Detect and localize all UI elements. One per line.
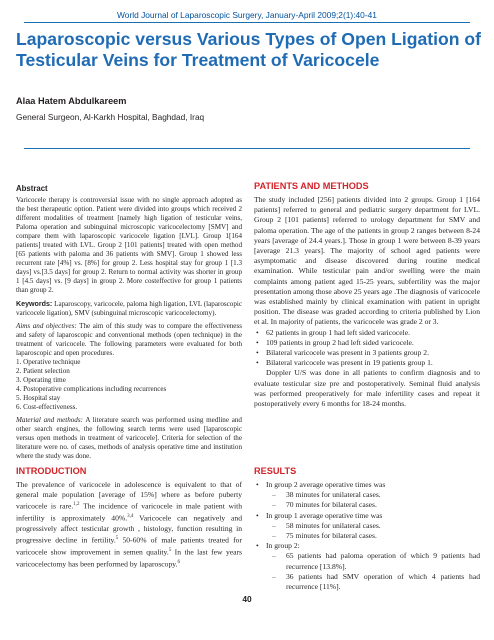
results-heading: RESULTS [254,466,297,476]
intro-sentence: The incidence of varicocele in male patient with infertility is approximately 40%. [16,501,242,523]
methods-bullet: • Bilateral varicocele was present in 3 patients group 2. [254,348,480,358]
keywords-text: Laparoscopy, varicocele, paloma high ligation, LVL (laparoscopic varicocele ligation), SMV (subinguinal microscopic varicocelectomy). [16,299,242,317]
aims-label: Aims and objectives: [16,321,77,330]
results-sublist [266,551,480,592]
intro-sentence: The prevalence of varicocele in adolescence is equivalent to that of general male population [average of 15%] where as before puberty varicocele is rare. [16,480,242,511]
methods-bullet: • Bilateral varicocele was present in 19 patients group 1. [254,358,480,368]
parameter-item: 4. Postoperative complications including recurrences [16,384,167,393]
keywords-label: Keywords: [16,299,53,308]
results-list [254,480,480,592]
material-text: A literature search was performed using medline and other search engines, the following search terms were used [laparoscopic versus open methods in treatment of varicocele]. Criteria for selection of the literature were no. of cases, methods of analysis operative time and institution where the study was done. [16,416,242,461]
citation-ref: 3,4 [127,514,134,520]
results-item [254,480,480,511]
intro-sentence: 50-60% of male patients treated for varicocele show improvement in semen quality. [16,535,242,557]
results-subitem: – 38 minutes for unilateral cases. [266,490,480,500]
parameter-item: 6. Cost-effectiveness. [16,403,78,412]
results-sublist [266,521,480,541]
results-sublist [266,490,480,510]
results-subitem: – 75 minutes for bilateral cases. [266,531,480,541]
citation-ref: 5 [168,547,172,553]
results-subitem: – 36 patients had SMV operation of which 4 patients had recurrence [11%]. [266,572,480,592]
results-subitem: – 58 minutes for unilateral cases. [266,521,480,531]
parameter-item: 2. Patient selection [16,366,70,375]
parameter-item: 5. Hospital stay [16,393,61,402]
citation-ref: 1,2 [73,502,80,508]
parameter-item: 3. Operating time [16,375,66,384]
results-body [254,480,480,592]
abstract-heading: Abstract [16,184,48,193]
author-affiliation: General Surgeon, Al-Karkh Hospital, Baghdad, Iraq [16,112,205,122]
intro-sentence: In the last few years varicocelectomy has been performed by laparoscopy. [16,547,242,569]
header-rule-bottom [24,148,470,149]
page-number: 40 [242,594,252,604]
results-item [254,541,480,592]
results-item-text: In group 1 average operative time was [266,510,383,520]
material-label: Material and methods: [16,416,83,425]
author-name: Alaa Hatem Abdulkareem [16,96,127,106]
methods-bullet: • 109 patients in group 2 had left sided varicocele. [254,338,480,348]
journal-citation: World Journal of Laparoscopic Surgery, January-April 2009;2(1):40-41 [117,10,377,20]
methods-text-2: Doppler U/S was done in all patients to confirm diagnosis and to evaluate testicular size pre and postoperatively. Seminal fluid analysis was performed preoperatively for male infertility cases and repeat it postoperatively every 6 months for 18-24 months. [254,368,480,409]
methods-bullet-list [254,328,480,369]
intro-sentence: Varicocele can negatively and progressively affect testicular growth , histology, function resulting in progressive decline in fertility. [16,513,242,545]
results-item [254,511,480,542]
results-subitem: – 65 patients had paloma operation of which 9 patients had recurrence [13.8%]. [266,551,480,571]
introduction-text [16,480,242,569]
paper-title: Laparoscopic versus Various Types of Open Ligation of Testicular Veins for Treatment of Varicocele [16,29,482,70]
abstract-text: Varicocele therapy is controversial issue with no single approach adopted as the best therapeutic option. Patient were divided into groups which received 2 different modalities of treatment [namely high ligation of testicular veins, Paloma operation and subinguinal microscopic varicocelectomy [SMV] and compare them with laparoscopic varicocele ligation [LVL]. Group 1[164 patients] treated with LVL. Group 2 [101 patients] treated with open method [65 patients with paloma and 36 patients with SMV]. Group 1 showed less recurrent rate [4%] vs. [8%] for group 2. Less hospital stay for group 1 [1.3 days] vs.[3.5 days] for group 2. Return to normal activity was shorter in group 1 [4.5 days] vs. [9 days] in group 2. More costeffective for group 1 patients than group 2. [16,196,242,295]
abstract-body [16,196,242,461]
keywords-paragraph [16,300,242,318]
introduction-heading: INTRODUCTION [16,466,87,476]
methods-body [254,195,480,409]
citation-ref: 5 [115,536,119,542]
methods-text: The study included [256] patients divided into 2 groups. Group 1 [164 patients] referred to general and pediatric surgery department for LVL. Group 2 [101 patients] referred to urology department for SMV and paloma operation. The age of the patients in group 2 ranges between 8-24 years [average of 24.4 years.]. Those in group 1 were between 8-39 years [average 21.3 years]. The majority of school aged patients were asymptomatic and disease discovered during routine medical examination. While testicular pain and/or swelling were the main complaints among patient aged 15-25 years, subfertility was the major presentation among those above 25 years age .The diagnosis of varicocele was established mainly by clinical examination with patient in upright position. The disease was graded according to criteria published by Lion et al. In majority of patients, the varicocele was grade 2 or 3. [254,195,480,327]
parameter-list [16,358,242,412]
header-rule-top [24,22,470,23]
aims-paragraph [16,322,242,358]
methods-heading: PATIENTS AND METHODS [254,181,369,191]
results-subitem: – 70 minutes for bilateral cases. [266,500,480,510]
results-item-text: In group 2: [266,541,300,551]
material-paragraph [16,416,242,461]
aims-text: The aim of this study was to compare the effectiveness and safety of laparoscopic and conventional methods (open technique) in the treatment of varicocele. The following parameters were evaluated for both laparoscopic and open procedures. [16,321,242,357]
citation-ref: 6 [177,559,180,565]
introduction-body [16,480,242,569]
parameter-item: 1. Operative technique [16,357,81,366]
methods-bullet: • 62 patients in group 1 had left sided varicocele. [254,328,480,338]
results-item-text: In group 2 average operative times was [266,480,386,489]
